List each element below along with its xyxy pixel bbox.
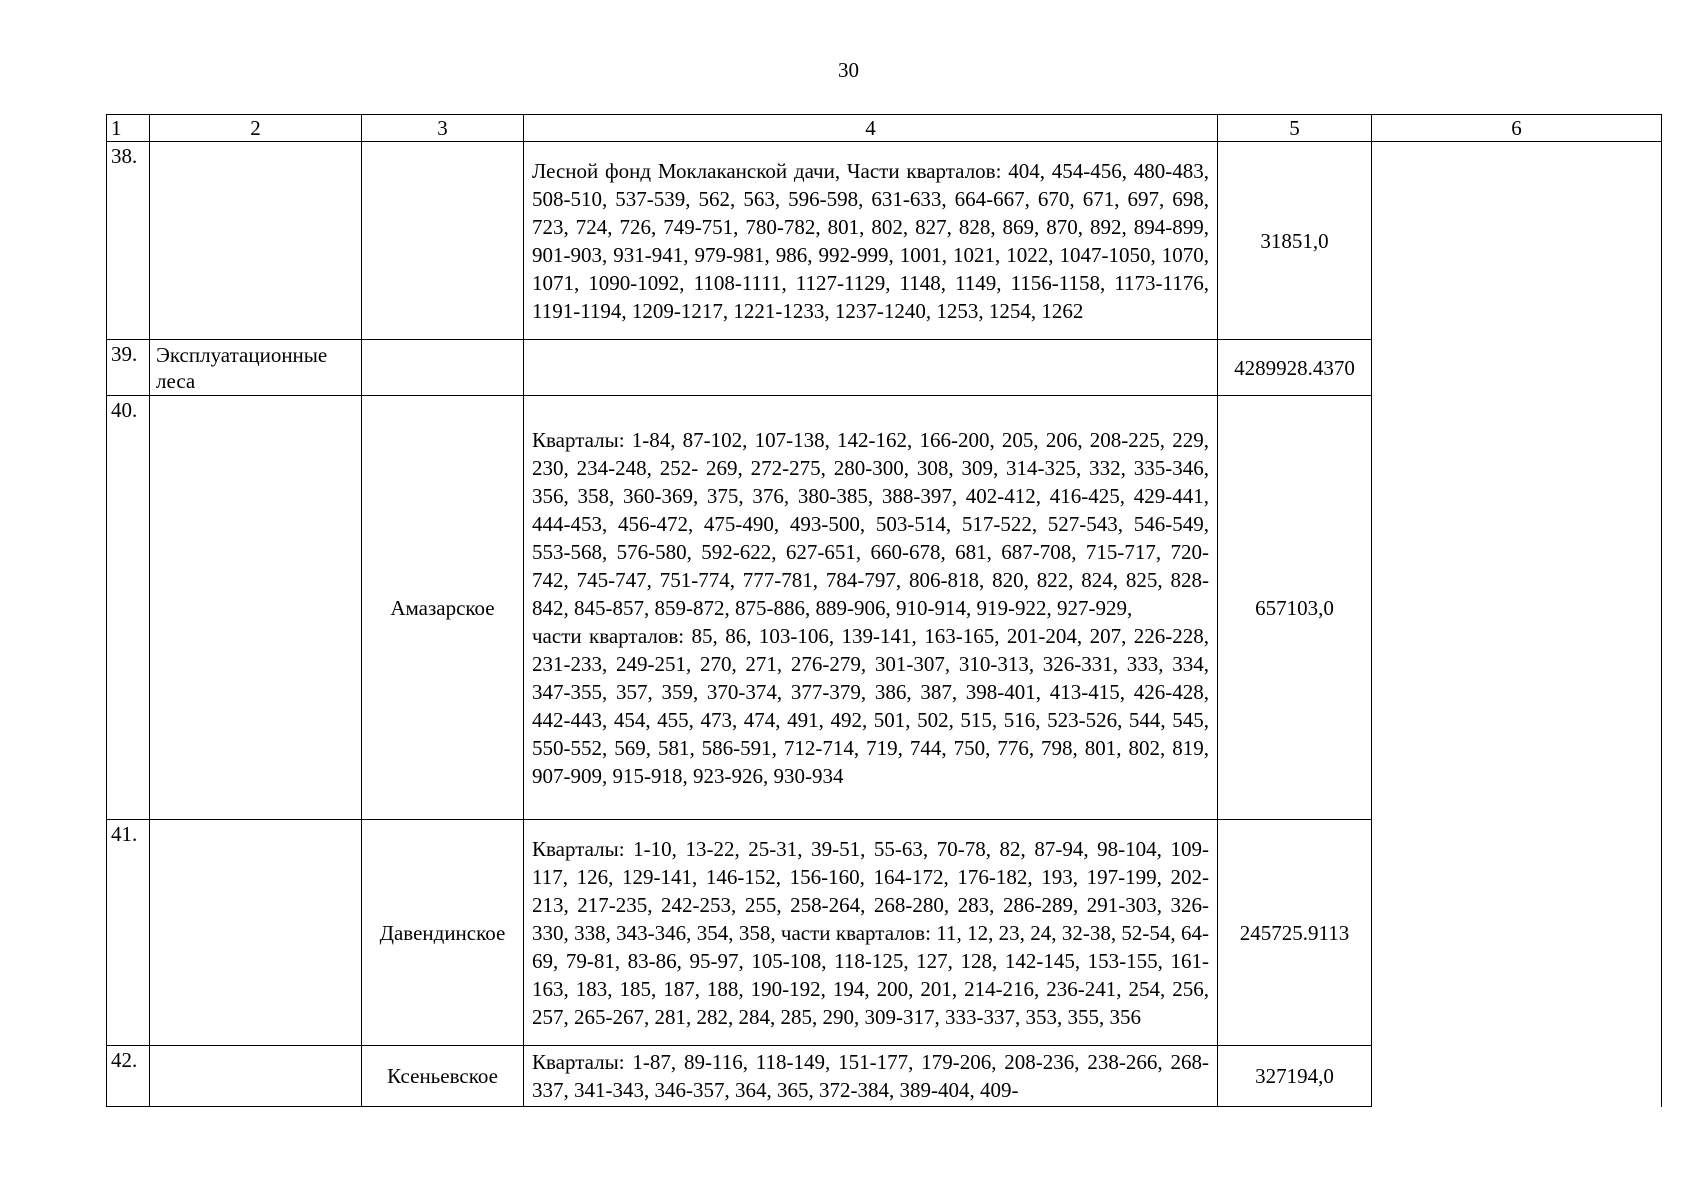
column-header-1: 1 (107, 115, 150, 142)
column-header-4: 4 (524, 115, 1218, 142)
row-district: Амазарское (362, 396, 524, 820)
row-description (524, 340, 1218, 396)
row-category (150, 396, 362, 820)
row-area: 327194,0 (1218, 1046, 1372, 1107)
column-header-3: 3 (362, 115, 524, 142)
table-row (107, 142, 1662, 340)
forest-table (106, 114, 1662, 1107)
row-number: 41. (107, 820, 150, 1046)
column-header-2: 2 (150, 115, 362, 142)
row-area: 245725.9113 (1218, 820, 1372, 1046)
row-description: Кварталы: 1-87, 89-116, 118-149, 151-177, 179-206, 208-236, 238-266, 268-337, 341-343, 346-357, 364, 365, 372-384, 389-404, 409- (524, 1046, 1218, 1107)
row-number: 38. (107, 142, 150, 340)
row-area: 657103,0 (1218, 396, 1372, 820)
row-district (362, 142, 524, 340)
page-number: 30 (838, 58, 859, 82)
row-number: 39. (107, 340, 150, 396)
row-number: 40. (107, 396, 150, 820)
row-description: Лесной фонд Моклаканской дачи, Части кварталов: 404, 454-456, 480-483, 508-510, 537-539, 562, 563, 596-598, 631-633, 664-667, 670, 671, 697, 698, 723, 724, 726, 749-751, 780-782, 801, 802, 827, 828, 869, 870, 892, 894-899, 901-903, 931-941, 979-981, 986, 992-999, 1001, 1021, 1022, 1047-1050, 1070, 1071, 1090-1092, 1108-1111, 1127-1129, 1148, 1149, 1156-1158, 1173-1176, 1191-1194, 1209-1217, 1221-1233, 1237-1240, 1253, 1254, 1262 (524, 142, 1218, 340)
table-header-row (107, 115, 1662, 142)
row-district (362, 340, 524, 396)
row-description: Кварталы: 1-10, 13-22, 25-31, 39-51, 55-63, 70-78, 82, 87-94, 98-104, 109-117, 126, 129-141, 146-152, 156-160, 164-172, 176-182, 193, 197-199, 202-213, 217-235, 242-253, 255, 258-264, 268-280, 283, 286-289, 291-303, 326-330, 338, 343-346, 354, 358, части кварталов: 11, 12, 23, 24, 32-38, 52-54, 64-69, 79-81, 83-86, 95-97, 105-108, 118-125, 127, 128, 142-145, 153-155, 161-163, 183, 185, 187, 188, 190-192, 194, 200, 201, 214-216, 236-241, 254, 256, 257, 265-267, 281, 282, 284, 285, 290, 309-317, 333-337, 353, 355, 356 (524, 820, 1218, 1046)
row-district: Ксеньевское (362, 1046, 524, 1107)
row-area: 4289928.4370 (1218, 340, 1372, 396)
row-area: 31851,0 (1218, 142, 1372, 340)
row-category (150, 142, 362, 340)
description-quarters: Кварталы: 1-84, 87-102, 107-138, 142-162, 166-200, 205, 206, 208-225, 229, 230, 234-248, 252- 269, 272-275, 280-300, 308, 309, 314-325, 332, 335-346, 356, 358, 360-369, 375, 376, 380-385, 388-397, 402-412, 416-425, 429-441, 444-453, 456-472, 475-490, 493-500, 503-514, 517-522, 527-543, 546-549, 553-568, 576-580, 592-622, 627-651, 660-678, 681, 687-708, 715-717, 720-742, 745-747, 751-774, 777-781, 784-797, 806-818, 820, 822, 824, 825, 828-842, 845-857, 859-872, 875-886, 889-906, 910-914, 919-922, 927-929, (532, 427, 1209, 620)
row-category (150, 1046, 362, 1107)
row-description (524, 396, 1218, 820)
column-header-6: 6 (1372, 115, 1662, 142)
description-partial-quarters: части кварталов: 85, 86, 103-106, 139-141, 163-165, 201-204, 207, 226-228, 231-233, 249-251, 270, 271, 276-279, 301-307, 310-313, 326-331, 333, 334, 347-355, 357, 359, 370-374, 377-379, 386, 387, 398-401, 413-415, 426-428, 442-443, 454, 455, 473, 474, 491, 492, 501, 502, 515, 516, 523-526, 544, 545, 550-552, 569, 581, 586-591, 712-714, 719, 744, 750, 776, 798, 801, 802, 819, 907-909, 915-918, 923-926, 930-934 (532, 623, 1209, 788)
row-category: Эксплуатационные леса (150, 340, 362, 396)
row-number: 42. (107, 1046, 150, 1107)
row-notes (1372, 142, 1662, 1107)
row-category (150, 820, 362, 1046)
row-district: Давендинское (362, 820, 524, 1046)
column-header-5: 5 (1218, 115, 1372, 142)
